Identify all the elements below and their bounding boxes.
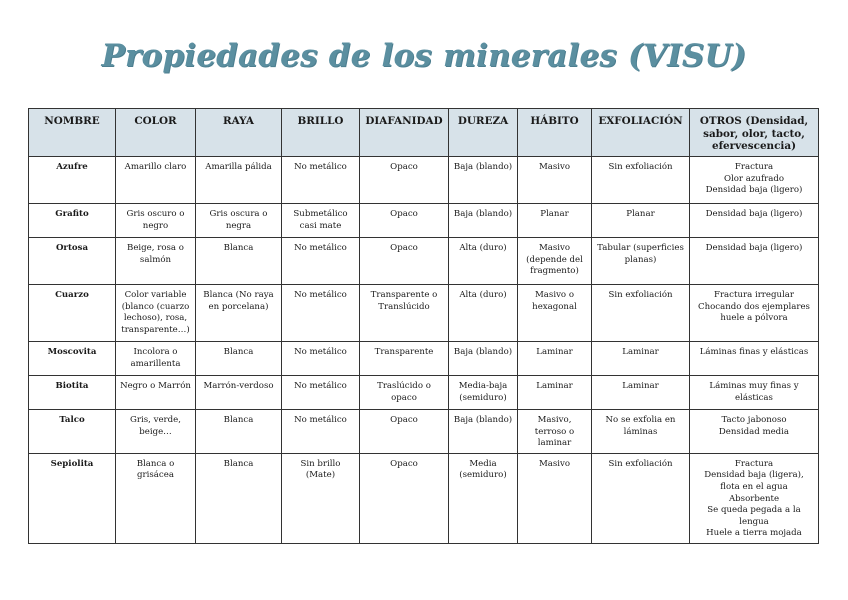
cell-otros — [690, 410, 819, 454]
cell-dureza: Baja (blando) — [449, 157, 518, 204]
cell-exfoliacion: Laminar — [592, 376, 690, 410]
cell-diafanidad: Transparente — [360, 342, 449, 376]
cell-exfoliacion: Tabular (superficies planas) — [592, 238, 690, 285]
cell-diafanidad: Opaco — [360, 238, 449, 285]
cell-habito: Masivo — [518, 453, 592, 543]
otros-line: Fractura — [734, 458, 774, 469]
table-row — [29, 410, 819, 454]
table-row — [29, 238, 819, 285]
header-raya: RAYA — [196, 109, 282, 157]
cell-brillo: No metálico — [282, 342, 360, 376]
cell-otros — [690, 453, 819, 543]
cell-diafanidad: Opaco — [360, 410, 449, 454]
cell-diafanidad: Opaco — [360, 204, 449, 238]
cell-nombre: Biotita — [29, 376, 116, 410]
cell-brillo: No metálico — [282, 285, 360, 342]
header-dureza: DUREZA — [449, 109, 518, 157]
cell-nombre: Talco — [29, 410, 116, 454]
otros-line: Absorbente — [728, 493, 780, 504]
cell-dureza: Media-baja (semiduro) — [449, 376, 518, 410]
cell-exfoliacion: No se exfolia en láminas — [592, 410, 690, 454]
cell-color: Gris oscuro o negro — [116, 204, 196, 238]
header-nombre: NOMBRE — [29, 109, 116, 157]
minerals-table — [28, 108, 819, 544]
cell-brillo: No metálico — [282, 376, 360, 410]
cell-color: Incolora o amarillenta — [116, 342, 196, 376]
cell-dureza: Media (semiduro) — [449, 453, 518, 543]
table-row — [29, 453, 819, 543]
cell-habito: Laminar — [518, 342, 592, 376]
cell-raya: Blanca — [196, 453, 282, 543]
cell-nombre: Ortosa — [29, 238, 116, 285]
header-brillo: BRILLO — [282, 109, 360, 157]
cell-habito: Masivo — [518, 157, 592, 204]
cell-raya: Amarilla pálida — [196, 157, 282, 204]
cell-brillo: No metálico — [282, 410, 360, 454]
cell-otros — [690, 342, 819, 376]
table-row — [29, 342, 819, 376]
cell-raya: Blanca — [196, 342, 282, 376]
cell-diafanidad: Opaco — [360, 453, 449, 543]
otros-line: Densidad baja (ligero) — [705, 185, 803, 196]
cell-diafanidad: Transparente o Translúcido — [360, 285, 449, 342]
cell-otros — [690, 204, 819, 238]
cell-dureza: Baja (blando) — [449, 342, 518, 376]
cell-nombre: Moscovita — [29, 342, 116, 376]
cell-raya: Blanca — [196, 410, 282, 454]
cell-raya: Blanca — [196, 238, 282, 285]
cell-exfoliacion: Sin exfoliación — [592, 157, 690, 204]
cell-color: Amarillo claro — [116, 157, 196, 204]
cell-nombre: Grafito — [29, 204, 116, 238]
cell-nombre: Sepiolita — [29, 453, 116, 543]
header-row — [29, 109, 819, 157]
cell-dureza: Baja (blando) — [449, 204, 518, 238]
cell-color: Beige, rosa o salmón — [116, 238, 196, 285]
cell-exfoliacion: Planar — [592, 204, 690, 238]
cell-habito: Planar — [518, 204, 592, 238]
otros-line: Densidad baja (ligera), flota en el agua — [704, 470, 804, 492]
otros-line: Densidad baja (ligero) — [705, 243, 803, 253]
otros-line: Huele a tierra mojada — [706, 528, 802, 539]
table-row — [29, 204, 819, 238]
header-diafanidad: DIAFANIDAD — [360, 109, 449, 157]
cell-otros — [690, 157, 819, 204]
header-color: COLOR — [116, 109, 196, 157]
cell-raya: Blanca (No raya en porcelana) — [196, 285, 282, 342]
cell-otros — [690, 238, 819, 285]
cell-brillo: No metálico — [282, 238, 360, 285]
cell-habito: Masivo (depende del fragmento) — [518, 238, 592, 285]
cell-brillo: No metálico — [282, 157, 360, 204]
otros-line: Láminas muy finas y elásticas — [709, 381, 799, 403]
cell-habito: Masivo o hexagonal — [518, 285, 592, 342]
cell-dureza: Alta (duro) — [449, 238, 518, 285]
page-title: Propiedades de los minerales (VISU) — [101, 38, 747, 74]
otros-line: Se queda pegada a la lengua — [707, 505, 801, 527]
otros-line: Olor azufrado — [723, 173, 785, 184]
header-otros: OTROS (Densidad, sabor, olor, tacto, efervescencia) — [690, 109, 819, 157]
cell-color: Negro o Marrón — [116, 376, 196, 410]
cell-raya: Marrón-verdoso — [196, 376, 282, 410]
table-row — [29, 285, 819, 342]
cell-color: Blanca o grisácea — [116, 453, 196, 543]
cell-habito: Masivo, terroso o laminar — [518, 410, 592, 454]
otros-line: Láminas finas y elásticas — [699, 347, 809, 357]
cell-diafanidad: Opaco — [360, 157, 449, 204]
otros-line: Densidad baja (ligero) — [705, 209, 803, 219]
header-habito: HÁBITO — [518, 109, 592, 157]
cell-dureza: Baja (blando) — [449, 410, 518, 454]
cell-exfoliacion: Sin exfoliación — [592, 285, 690, 342]
cell-raya: Gris oscura o negra — [196, 204, 282, 238]
cell-brillo: Submetálico casi mate — [282, 204, 360, 238]
cell-color: Gris, verde, beige… — [116, 410, 196, 454]
cell-habito: Laminar — [518, 376, 592, 410]
otros-line: Chocando dos ejemplares huele a pólvora — [698, 301, 810, 324]
cell-exfoliacion: Laminar — [592, 342, 690, 376]
otros-line: Densidad media — [718, 426, 790, 437]
table-row — [29, 376, 819, 410]
otros-line: Tacto jabonoso — [721, 415, 787, 425]
cell-diafanidad: Traslúcido o opaco — [360, 376, 449, 410]
cell-brillo: Sin brillo (Mate) — [282, 453, 360, 543]
cell-color: Color variable (blanco (cuarzo lechoso), rosa, transparente…) — [116, 285, 196, 342]
otros-line: Fractura — [734, 162, 774, 172]
header-exfoliacion: EXFOLIACIÓN — [592, 109, 690, 157]
cell-otros — [690, 376, 819, 410]
otros-line: Fractura irregular — [713, 290, 795, 300]
cell-nombre: Azufre — [29, 157, 116, 204]
table-row — [29, 157, 819, 204]
cell-dureza: Alta (duro) — [449, 285, 518, 342]
cell-nombre: Cuarzo — [29, 285, 116, 342]
cell-exfoliacion: Sin exfoliación — [592, 453, 690, 543]
cell-otros — [690, 285, 819, 342]
